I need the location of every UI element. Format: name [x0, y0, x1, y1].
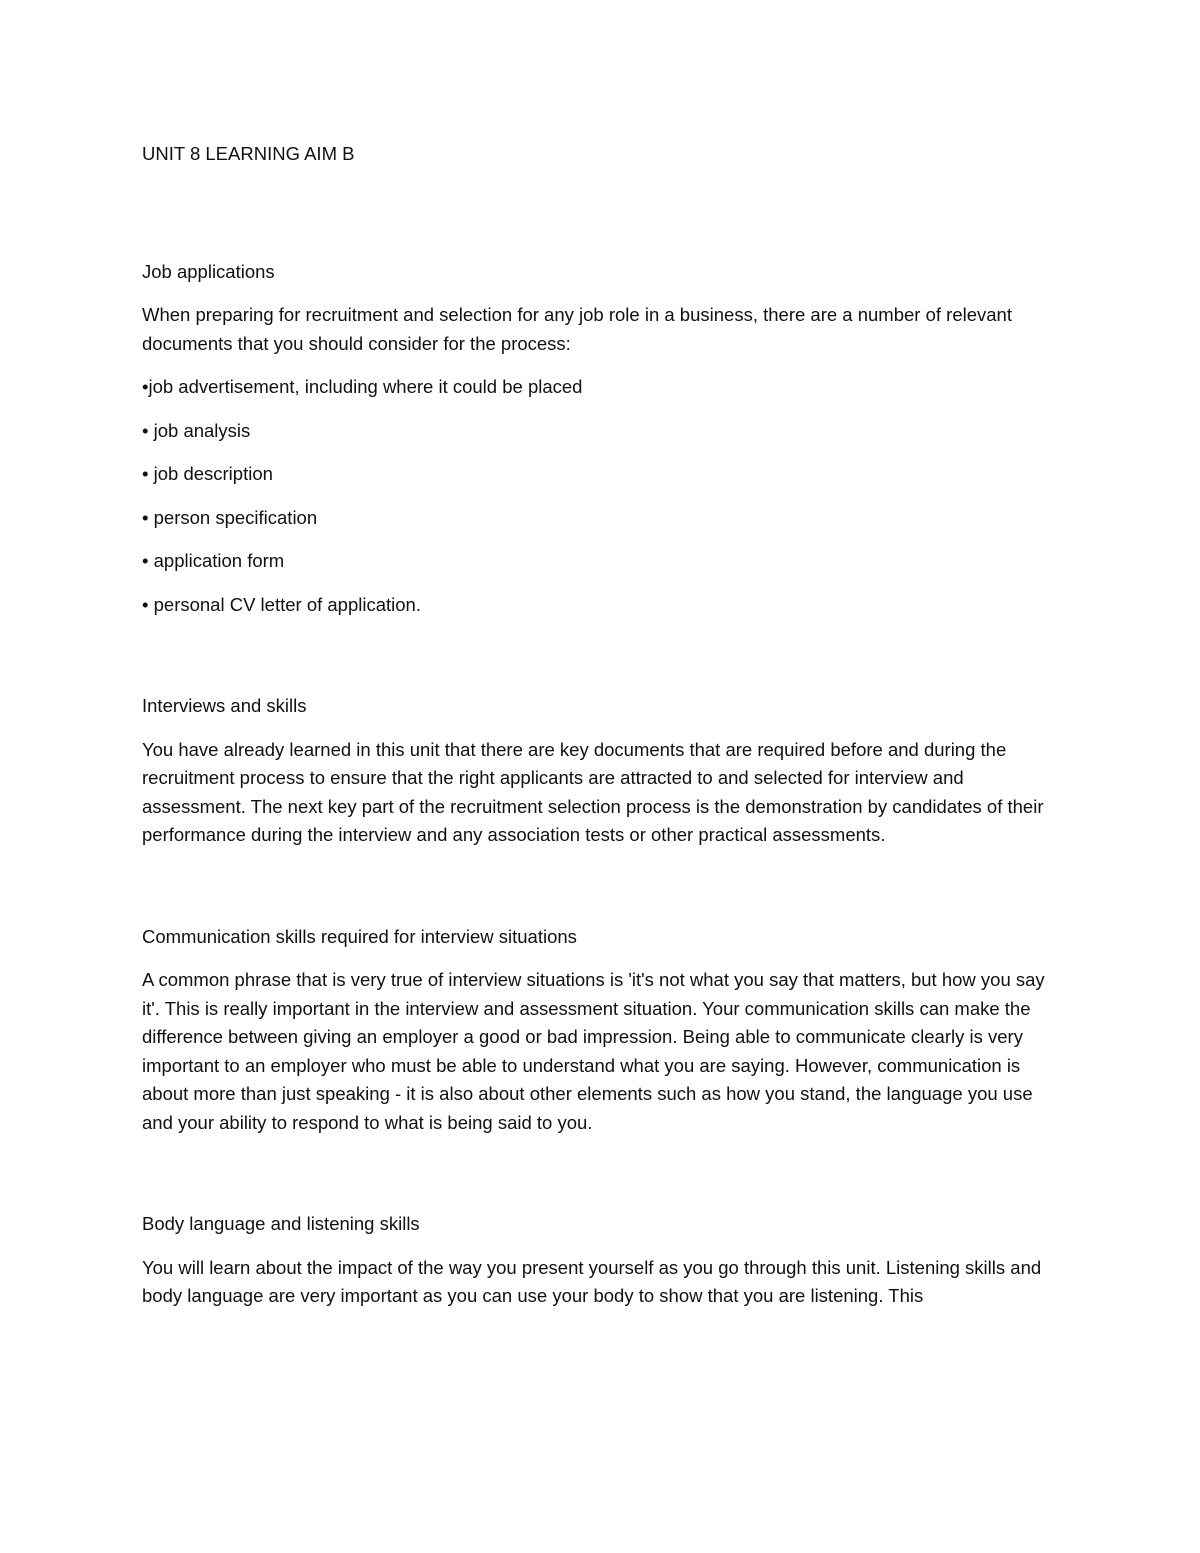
job-applications-intro: When preparing for recruitment and selection for any job role in a business, there are a number of relevant documents that you should consider for the process: [142, 304, 1012, 354]
section-spacer [142, 634, 1062, 692]
list-item: • application form [142, 550, 285, 571]
heading-body-language: Body language and listening skills [142, 1213, 420, 1234]
list-item: • personal CV letter of application. [142, 593, 421, 615]
list-item: • person specification [142, 506, 318, 528]
heading-communication-skills: Communication skills required for interview situations [142, 925, 577, 947]
document-content [142, 140, 1062, 1326]
section-spacer [142, 865, 1062, 923]
document-title: UNIT 8 LEARNING AIM B [142, 143, 355, 164]
body-language-body: You will learn about the impact of the way you present yourself as you go through this unit. Listening skills and body language are very important as you can use your body to show that you are listening. This [142, 1256, 1042, 1306]
list-item: •job advertisement, including where it could be placed [142, 376, 583, 397]
heading-job-applications: Job applications [142, 260, 275, 282]
interviews-and-skills-body: You have already learned in this unit that there are key documents that are required before and during the recruitment process to ensure that the right applicants are attracted to and selected for interview and assessment. The next key part of the recruitment selection process is the demonstration by candidates of their performance during the interview and any association tests or other practical assessments. [142, 738, 1044, 845]
heading-interviews-and-skills: Interviews and skills [142, 695, 307, 716]
section-spacer [142, 1152, 1062, 1210]
communication-skills-body: A common phrase that is very true of interview situations is 'it's not what you say that matters, but how you say it'. This is really important in the interview and assessment situation. Your communication skills can make the difference between giving an employer a good or bad impression. Being able to communicate clearly is very important to an employer who must be able to understand what you are saying. However, communication is about more than just speaking - it is also about other elements such as how you stand, the language you use and your ability to respond to what is being said to you. [142, 969, 1045, 1133]
list-item: • job description [142, 463, 273, 484]
list-item: • job analysis [142, 419, 251, 441]
